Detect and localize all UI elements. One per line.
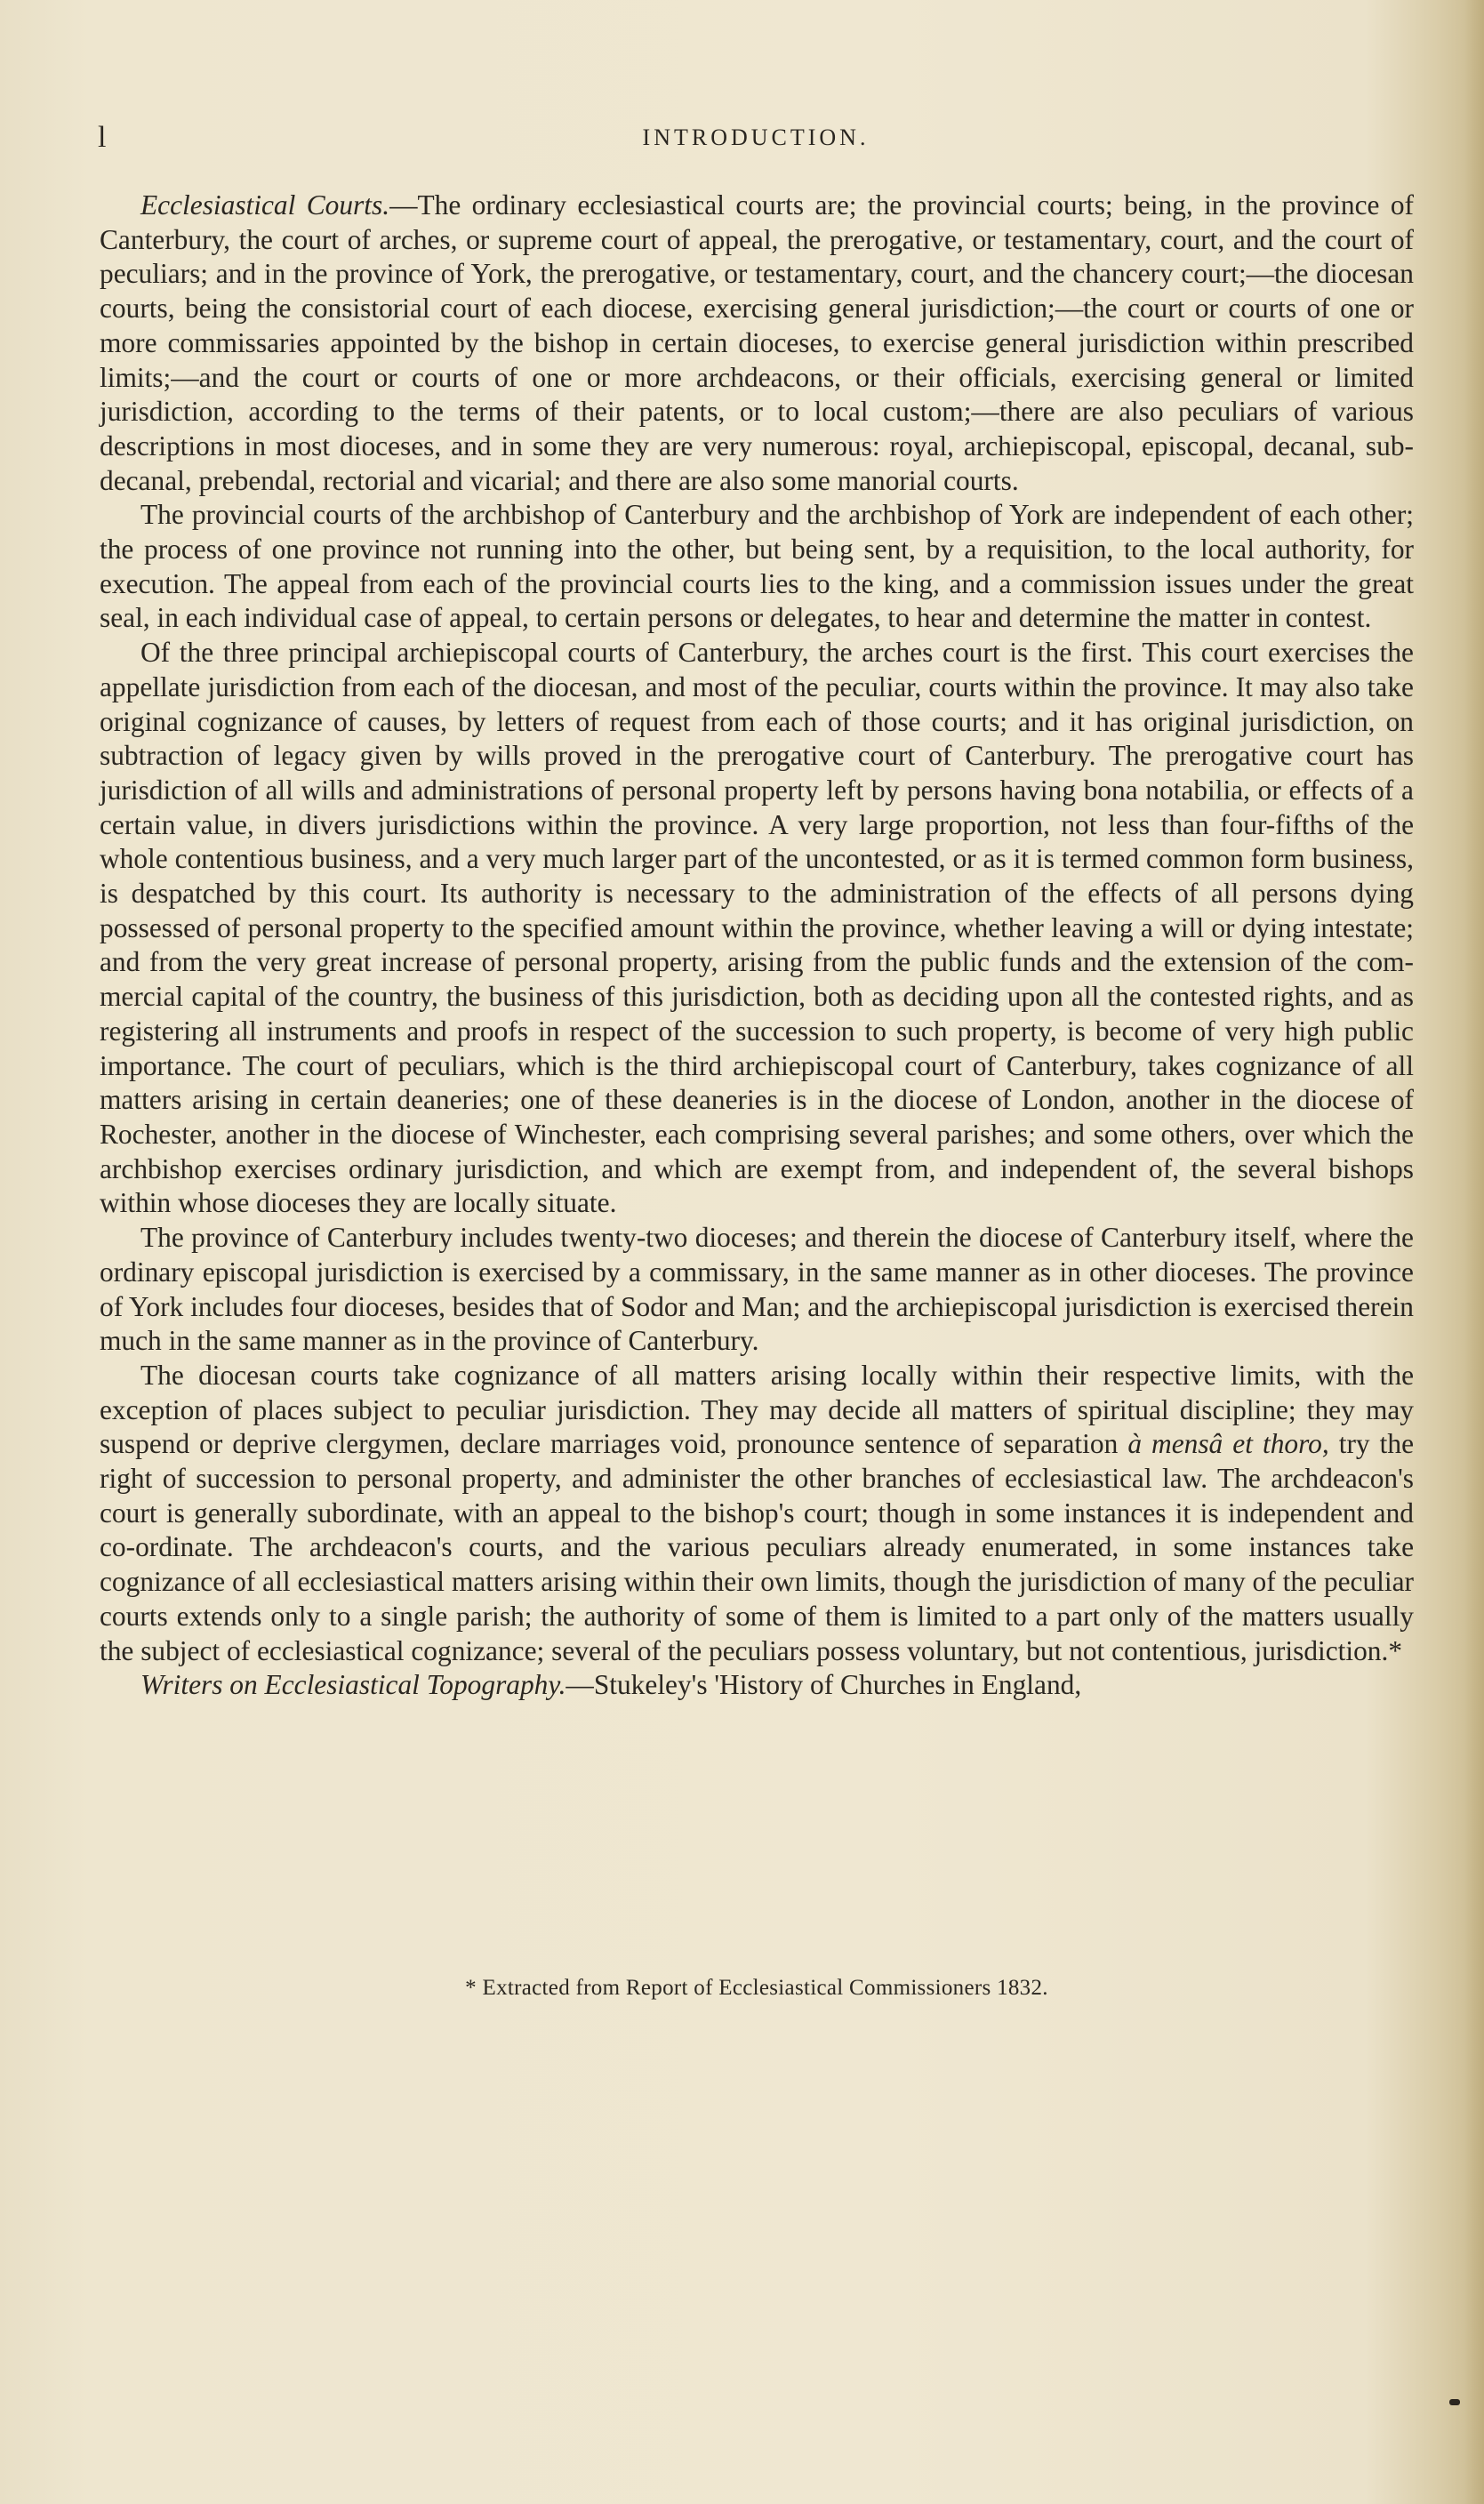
paragraph-archiepiscopal-courts [100, 636, 1414, 1221]
paragraph-text: Of the three principal archiepiscopal courts of Canterbury, the arches court is the first. This court exercises the appellate jurisdiction from each of the diocesan, and most of the peculiar, courts within the province. It may also take original cognizance of causes, by letters of request from each of those courts; and it has original jurisdiction, on subtraction of legacy given by wills proved in the prerogative court of Canterbury. The prerogative court has jurisdiction of all wills and administrations of personal property left by persons having bona notabilia, or effects of a certain value, in divers jurisdictions within the province. A very large proportion, not less than four-fifths of the whole contentious business, and a very much larger part of the uncontested, or as it is termed common form business, is despatched by this court. Its authority is necessary to the administration of the effects of all persons dying possessed of personal property to the specified amount within the province, whether leaving a will or dying intestate; and from the very great increase of personal property, arising from the public funds and the extension of the commercial capital of the country, the business of this jurisdiction, both as deciding upon all the contested rights, and as registering all instruments and proofs in respect of the succession to such property, is become of very high public importance. The court of peculiars, which is the third archiepiscopal court of Canterbury, takes cognizance of all matters arising in certain deaneries; one of these deaneries is in the diocese of London, another in the diocese of Rochester, another in the diocese of Winchester, each comprising several parishes; and some others, over which the archbishop exercises ordinary jurisdiction, and which are exempt from, and independent of, the several bishops within whose dioceses they are locally situate. [100, 637, 1414, 1219]
paragraph-text: The provincial courts of the archbishop of Canterbury and the archbishop of York are independent of each other; the process of one province not running into the other, but being sent, by a requisition, to the local authority, for execution. The appeal from each of the provincial courts lies to the king, and a commission issues under the great seal, in each individual case of appeal, to certain persons or delegates, to hear and determine the matter in contest. [100, 499, 1414, 634]
section-lead: Writers on Ecclesiastical Topography. [140, 1669, 566, 1701]
page-header [98, 121, 1414, 156]
paragraph-provincial-courts [100, 498, 1414, 636]
paragraph-ecclesiastical-courts [100, 189, 1414, 498]
paragraph-text: —The ordinary ecclesiastical courts are; the provincial courts; being, in the province of Canterbury, the court of arches, or supreme court of appeal, the prerogative, or testamentary, court, and the court of peculiars; and in the province of York, the prerogative, or testamentary, court, and the chancery court;—the diocesan courts, being the consistorial court of each diocese, exercising general jurisdiction;—the court or courts of one or more commissaries appointed by the bishop in certain dioceses, to exercise general jurisdiction within prescribed limits;—and the court or courts of one or more archdeacons, or their officials, exercising general or limited jurisdiction, according to the terms of their patents, or to local custom;—there are also peculiars of various descriptions in most dioceses, and in some they are very numerous: royal, archiepiscopal, episcopal, decanal, sub-decanal, prebendal, rectorial and vicarial; and there are also some manorial courts. [100, 189, 1414, 496]
section-lead: Ecclesiastical Courts. [140, 189, 390, 221]
footnote: * Extracted from Report of Ecclesiastical Commissioners 1832. [465, 1976, 1048, 2000]
page-number: l [98, 121, 108, 154]
paragraph-text: try the right of succession to personal property, and administer the other branches of ecclesiastical law. The archdeacon's court is generally subordinate, with an appeal to the bishop's court; though in some instances it is independent and co-ordinate. The archdeacon's courts, and the various peculiars already enumerated, in some instances take cognizance of all ecclesiastical matters arising within their own limits, though the jurisdiction of many of the peculiar courts extends only to a single parish; the authority of some of them is limited to a part only of the matters usually the subject of ecclesiastical cognizance; several of the peculiars possess voluntary, but not contentious, jurisdiction.* [100, 1428, 1414, 1666]
paragraph-writers-topography [100, 1668, 1414, 1703]
paragraph-text: The province of Canterbury includes twenty-two dioceses; and therein the diocese of Canterbury itself, where the ordinary episcopal jurisdiction is exercised by a commissary, in the same manner as in other dioceses. The province of York includes four dioceses, besides that of Sodor and Man; and the archiepiscopal jurisdiction is exercised therein much in the same manner as in the province of Canterbury. [100, 1222, 1414, 1357]
page-edge-shadow [1464, 0, 1484, 2504]
body-text [100, 189, 1414, 1703]
ink-mark [1449, 2399, 1460, 2405]
paragraph-province-canterbury [100, 1221, 1414, 1359]
latin-phrase: à mensâ et thoro, [1127, 1428, 1329, 1460]
paragraph-text: —Stukeley's 'History of Churches in England, [566, 1669, 1082, 1701]
paragraph-text: The diocesan courts take cognizance of all matters arising locally within their respective limits, with the exception of places subject to peculiar jurisdiction. They may decide all matters of spiritual discipline; they may suspend or deprive clergymen, declare marriages void, pronounce sentence of separation [100, 1359, 1414, 1460]
running-title: INTRODUCTION. [642, 124, 870, 150]
paragraph-diocesan-courts [100, 1359, 1414, 1668]
